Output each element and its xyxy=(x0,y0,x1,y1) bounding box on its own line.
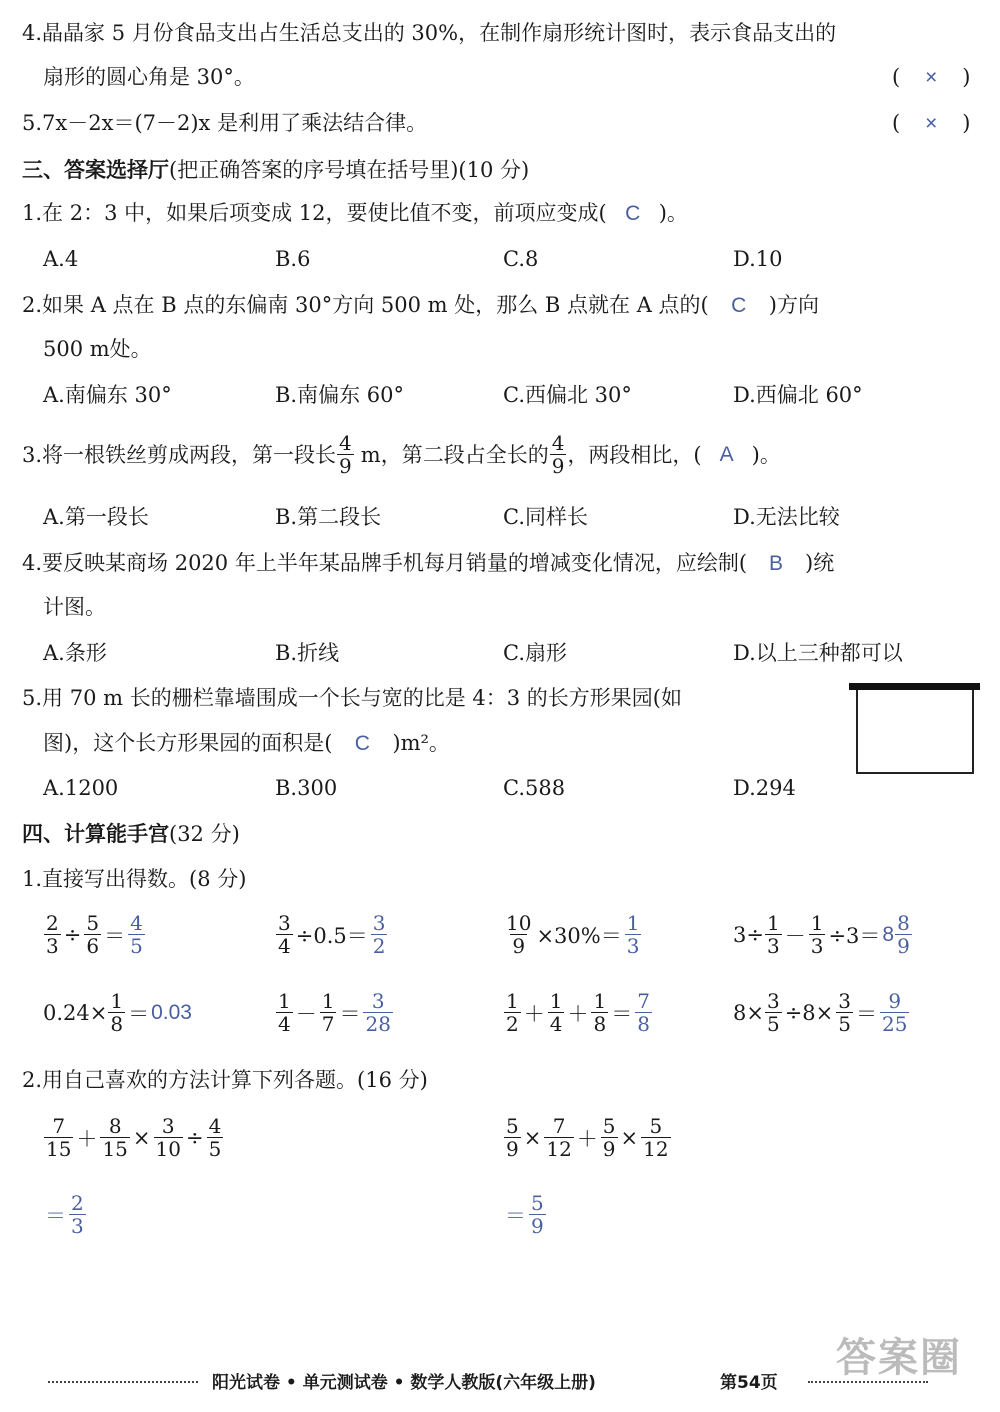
fraction xyxy=(641,1115,670,1160)
mc-q1-option-c: C.8 xyxy=(503,247,539,271)
fraction xyxy=(320,990,337,1035)
fraction xyxy=(809,912,826,957)
fraction-denominator: 3 xyxy=(766,934,780,958)
calc-item-2 xyxy=(275,912,388,957)
watermark-logo: 答案圈 xyxy=(836,1335,962,1381)
fraction-numerator: 4 xyxy=(130,911,143,935)
fraction-denominator: 2 xyxy=(506,1012,519,1036)
mc-q3-option-d: D.无法比较 xyxy=(733,505,840,529)
fraction-denominator: 3 xyxy=(810,934,824,958)
mc-q3-text-c: ，两段相比，( xyxy=(567,442,702,467)
mc-q3-answer: A xyxy=(719,442,734,466)
section4-q2-title: 2.用自己喜欢的方法计算下列各题。(16 分) xyxy=(22,1068,428,1092)
mc-q3-option-c: C.同样长 xyxy=(503,505,588,529)
section4-subtitle: (32 分) xyxy=(169,822,240,846)
mc-q4-stem xyxy=(22,548,834,579)
section3-title: 三、答案选择厅 xyxy=(22,158,169,182)
fraction-denominator: 8 xyxy=(593,1012,607,1036)
mc-q4-answer: B xyxy=(769,552,784,575)
fraction xyxy=(591,990,608,1035)
fraction xyxy=(276,990,293,1035)
mc-q4-text-end: )统 xyxy=(805,551,835,575)
operator: × xyxy=(523,1125,542,1150)
fraction-denominator: 4 xyxy=(278,934,291,958)
mc-q5-stem: 5.用 70 m 长的栅栏靠墙围成一个长与宽的比是 4：3 的长方形果园(如 xyxy=(22,686,682,710)
fraction-numerator: 3 xyxy=(371,989,385,1013)
calc-item-7 xyxy=(503,990,653,1035)
mc-q3-stem xyxy=(22,432,781,477)
fraction xyxy=(504,912,533,957)
operator: × xyxy=(132,1125,151,1150)
mc-q2-option-a: A.南偏东 30° xyxy=(43,383,172,407)
fraction-numerator: 4 xyxy=(551,431,565,455)
answer-fraction xyxy=(69,1192,86,1237)
fraction-denominator: 15 xyxy=(102,1137,128,1161)
operator: － xyxy=(295,1001,317,1026)
fraction-denominator: 9 xyxy=(512,934,526,958)
fraction xyxy=(544,1115,573,1160)
mc-q1-text: 1.在 2：3 中，如果后项变成 12，要使比值不变，前项应变成( xyxy=(22,201,607,225)
operator: ＋ xyxy=(567,1001,589,1026)
fraction-denominator: 4 xyxy=(549,1012,563,1036)
section3-subtitle: (把正确答案的序号填在括号里)(10 分) xyxy=(169,158,530,182)
fraction-numerator: 3 xyxy=(372,911,386,935)
fraction-numerator: 3 xyxy=(278,911,291,935)
fraction-numerator: 1 xyxy=(549,989,563,1013)
mc-q2-answer: C xyxy=(731,294,747,317)
calc-item-8 xyxy=(733,990,910,1035)
mc-q3-option-b: B.第二段长 xyxy=(275,505,382,529)
mc-q5-text-end: )m²。 xyxy=(392,731,450,755)
fraction-numerator: 1 xyxy=(110,989,124,1013)
operand: 3÷ xyxy=(733,922,764,947)
mc-q3-text-a: 3.将一根铁丝剪成两段，第一段长 xyxy=(22,442,337,467)
fraction-numerator: 3 xyxy=(161,1114,175,1138)
footer-dotted-rule-left xyxy=(48,1381,198,1383)
fraction-denominator: 7 xyxy=(321,1012,335,1036)
fraction-denominator: 9 xyxy=(339,454,352,478)
calc-item-1 xyxy=(43,912,146,957)
orchard-wall xyxy=(849,683,980,690)
section4-q1-title: 1.直接写出得数。(8 分) xyxy=(22,867,247,891)
section4-title: 四、计算能手宫 xyxy=(22,822,169,846)
section4-heading xyxy=(22,819,240,849)
tf-item-5-answer: ( × ) xyxy=(892,108,980,139)
fraction xyxy=(765,912,782,957)
footer-page-number: 第54页 xyxy=(720,1373,778,1393)
fraction xyxy=(504,1115,521,1160)
fraction-numerator: 2 xyxy=(71,1191,84,1215)
answer-fraction xyxy=(363,990,392,1035)
operator: ＝ xyxy=(856,1001,877,1026)
tf-answer-mark: × xyxy=(925,66,938,89)
fraction-numerator: 5 xyxy=(506,1114,519,1138)
fraction-denominator: 3 xyxy=(46,934,59,958)
mc-q2-option-b: B.南偏东 60° xyxy=(275,383,405,407)
fraction-denominator: 3 xyxy=(626,934,640,958)
fraction xyxy=(504,990,521,1035)
fraction-denominator: 9 xyxy=(531,1214,544,1238)
tf-item-5-line1: 5.7x－2x＝(7－2)x 是利用了乘法结合律。 xyxy=(22,111,428,135)
mc-q1-option-b: B.6 xyxy=(275,247,311,271)
fraction xyxy=(44,912,61,957)
compute-problem-2 xyxy=(503,1115,672,1160)
fraction xyxy=(108,990,125,1035)
operator: ×30%＝ xyxy=(536,923,622,948)
mc-q3-text-end: )。 xyxy=(751,442,781,467)
fraction-numerator: 5 xyxy=(602,1114,616,1138)
operator: ＝ xyxy=(505,1204,526,1228)
mc-q1-answer: C xyxy=(625,202,641,225)
fraction-denominator: 9 xyxy=(551,454,565,478)
fraction-numerator: 5 xyxy=(86,911,100,935)
mc-q2-stem-line2: 500 m处。 xyxy=(43,337,152,361)
fraction-denominator: 4 xyxy=(278,1012,291,1036)
operator: ＋ xyxy=(523,1001,545,1026)
fraction-denominator: 3 xyxy=(71,1214,84,1238)
mc-q1-option-d: D.10 xyxy=(733,247,783,271)
fraction-numerator: 1 xyxy=(766,911,780,935)
tf-item-4-line2: 扇形的圆心角是 30°。 xyxy=(43,65,255,89)
mc-q3-fraction-2 xyxy=(550,432,567,477)
operator: ＝ xyxy=(45,1204,66,1228)
compute-problem-2-answer xyxy=(503,1192,547,1237)
answer-fraction xyxy=(371,912,388,957)
calc-item-5 xyxy=(43,990,192,1035)
fraction-numerator: 10 xyxy=(506,911,532,935)
fraction-denominator: 12 xyxy=(546,1137,572,1161)
fraction-numerator: 4 xyxy=(339,431,352,455)
fraction-numerator: 1 xyxy=(321,989,335,1013)
mc-q5-option-d: D.294 xyxy=(733,776,796,800)
mc-q3-fraction-1 xyxy=(337,432,354,477)
fraction-numerator: 1 xyxy=(593,989,607,1013)
fraction-denominator: 5 xyxy=(208,1137,222,1161)
calc-item-6 xyxy=(275,990,394,1035)
fraction-denominator: 15 xyxy=(46,1137,72,1161)
fraction xyxy=(765,990,782,1035)
fraction-numerator: 7 xyxy=(52,1114,66,1138)
answer-fraction xyxy=(625,912,642,957)
fraction-numerator: 1 xyxy=(506,989,519,1013)
mc-q5-stem-line2 xyxy=(43,728,450,759)
fraction xyxy=(207,1115,224,1160)
operand: 0.24× xyxy=(43,1000,108,1025)
tf-item-4-answer: ( × ) xyxy=(892,62,980,93)
fraction-denominator: 8 xyxy=(637,1012,650,1036)
fraction xyxy=(836,990,853,1035)
section3-heading xyxy=(22,155,529,185)
fraction-denominator: 10 xyxy=(155,1137,181,1161)
fraction-denominator: 5 xyxy=(766,1012,780,1036)
mc-q2-option-d: D.西偏北 60° xyxy=(733,383,863,407)
mc-q1-text-end: )。 xyxy=(658,201,688,225)
fraction-numerator: 3 xyxy=(766,989,780,1013)
operator: × xyxy=(620,1125,639,1150)
operator: ＋ xyxy=(76,1126,98,1151)
fraction-denominator: 2 xyxy=(372,934,386,958)
fraction-numerator: 2 xyxy=(46,911,59,935)
fraction-numerator: 5 xyxy=(649,1114,663,1138)
fraction-numerator: 4 xyxy=(208,1114,222,1138)
answer-value: 0.03 xyxy=(151,1000,192,1024)
answer-fraction xyxy=(635,990,652,1035)
mc-q4-stem-line2: 计图。 xyxy=(43,595,106,619)
mc-q4-option-d: D.以上三种都可以 xyxy=(733,641,903,665)
answer-fraction xyxy=(529,1192,546,1237)
operator: ÷ xyxy=(63,922,82,947)
mixed-whole: 8 xyxy=(882,922,895,946)
operator: ÷0.5＝ xyxy=(295,923,368,948)
fraction-denominator: 25 xyxy=(882,1012,908,1036)
fraction-denominator: 6 xyxy=(86,934,100,958)
operator: ＝ xyxy=(128,1001,150,1026)
fraction-numerator: 7 xyxy=(552,1114,566,1138)
mc-q2-option-c: C.西偏北 30° xyxy=(503,383,632,407)
calc-item-3 xyxy=(503,912,642,957)
fraction-denominator: 28 xyxy=(365,1012,391,1036)
footer-title: 阳光试卷 • 单元测试卷 • 数学人教版(六年级上册) xyxy=(212,1373,596,1393)
tf-answer-mark: × xyxy=(925,112,938,135)
fraction-denominator: 5 xyxy=(130,934,143,958)
mc-q1-option-a: A.4 xyxy=(43,247,79,271)
orchard-fence-rectangle xyxy=(856,690,974,774)
fraction-denominator: 12 xyxy=(643,1137,669,1161)
fraction-denominator: 5 xyxy=(838,1012,851,1036)
mc-q5-text: 图)，这个长方形果园的面积是( xyxy=(43,731,333,755)
compute-problem-1-answer xyxy=(43,1192,87,1237)
fraction xyxy=(84,912,101,957)
fraction-denominator: 9 xyxy=(897,934,910,958)
operator: ÷8× xyxy=(784,1000,834,1025)
fraction-numerator: 1 xyxy=(278,989,291,1013)
fraction-numerator: 5 xyxy=(531,1191,544,1215)
mc-q2-text-end: )方向 xyxy=(768,293,819,317)
answer-fraction xyxy=(128,912,145,957)
fraction xyxy=(548,990,565,1035)
mc-q1-stem xyxy=(22,198,688,229)
compute-problem-1 xyxy=(43,1115,224,1160)
fraction-numerator: 7 xyxy=(637,989,650,1013)
mc-q5-option-c: C.588 xyxy=(503,776,566,800)
fraction-numerator: 8 xyxy=(897,911,910,935)
operator: ÷ xyxy=(185,1125,204,1150)
answer-fraction xyxy=(880,990,909,1035)
fraction-denominator: 8 xyxy=(110,1012,124,1036)
operator: ＝ xyxy=(611,1001,633,1026)
fraction xyxy=(601,1115,618,1160)
fraction-numerator: 1 xyxy=(810,911,824,935)
operator: ＝ xyxy=(104,923,126,948)
operand: 8× xyxy=(733,1000,764,1025)
fraction-denominator: 9 xyxy=(506,1137,519,1161)
operator: ＋ xyxy=(576,1126,598,1151)
tf-item-4-line1: 4.晶晶家 5 月份食品支出占生活总支出的 30%，在制作扇形统计图时，表示食品支出的 xyxy=(22,21,837,45)
mc-q4-option-c: C.扇形 xyxy=(503,641,567,665)
fraction-numerator: 1 xyxy=(626,911,640,935)
mc-q5-option-b: B.300 xyxy=(275,776,338,800)
fraction xyxy=(100,1115,129,1160)
answer-mixed-number xyxy=(882,912,912,957)
fraction-numerator: 3 xyxy=(838,989,851,1013)
mc-q2-text: 2.如果 A 点在 B 点的东偏南 30°方向 500 m 处，那么 B 点就在 A 点的( xyxy=(22,293,709,317)
mc-q5-answer: C xyxy=(354,732,370,755)
mc-q3-option-a: A.第一段长 xyxy=(43,505,149,529)
operator: ÷3＝ xyxy=(828,923,881,948)
mc-q3-text-b: m，第二段占全长的 xyxy=(360,442,549,467)
fraction-numerator: 8 xyxy=(108,1114,122,1138)
fraction-numerator: 9 xyxy=(888,989,902,1013)
mc-q2-stem xyxy=(22,290,819,321)
fraction xyxy=(276,912,293,957)
mc-q4-option-b: B.折线 xyxy=(275,641,340,665)
mc-q4-option-a: A.条形 xyxy=(43,641,107,665)
calc-item-4 xyxy=(733,912,913,957)
fraction xyxy=(44,1115,73,1160)
mc-q5-option-a: A.1200 xyxy=(43,776,119,800)
operator: － xyxy=(784,923,806,948)
mc-q4-text: 4.要反映某商场 2020 年上半年某品牌手机每月销量的增减变化情况，应绘制( xyxy=(22,551,748,575)
fraction-denominator: 9 xyxy=(602,1137,616,1161)
operator: ＝ xyxy=(339,1001,361,1026)
fraction xyxy=(154,1115,183,1160)
